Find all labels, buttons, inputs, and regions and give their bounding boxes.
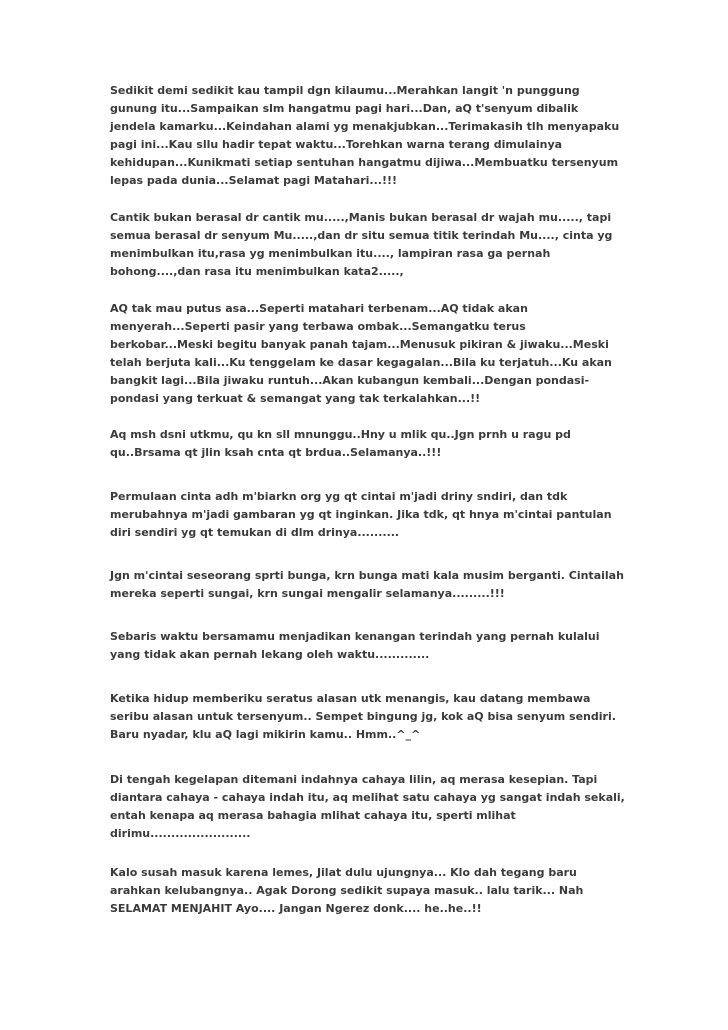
text-line: kehidupan...Kunikmati setiap sentuhan hangatmu dijiwa...Membuatku tersenyum <box>110 156 619 169</box>
text-line: menimbulkan itu,rasa yg menimbulkan itu...., lampiran rasa ga pernah <box>110 247 551 260</box>
paragraph-candlelight <box>110 771 630 843</box>
paragraph-sewing-joke <box>110 864 630 918</box>
text-line: seribu alasan untuk tersenyum.. Sempet bingung jg, kok aQ bisa senyum sendiri. <box>110 710 616 723</box>
text-line: Ketika hidup memberiku seratus alasan utk menangis, kau datang membawa <box>110 692 591 705</box>
text-line: Permulaan cinta adh m'biarkn org yg qt cintai m'jadi driny sndiri, dan tdk <box>110 490 568 503</box>
text-line: berkobar...Meski begitu banyak panah tajam...Menusuk pikiran & jiwaku...Meski <box>110 338 609 351</box>
text-line: semua berasal dr senyum Mu.....,dan dr situ semua titik terindah Mu...., cinta yg <box>110 229 613 242</box>
text-line: bangkit lagi...Bila jiwaku runtuh...Akan kubangun kembali...Dengan pondasi- <box>110 374 590 387</box>
text-line: gunung itu...Sampaikan slm hangatmu pagi hari...Dan, aQ t'senyum dibalik <box>110 102 579 115</box>
text-line: Aq msh dsni utkmu, qu kn sll mnunggu..Hny u mlik qu..Jgn prnh u ragu pd <box>110 428 571 441</box>
text-line: Kalo susah masuk karena lemes, Jilat dulu ujungnya... Klo dah tegang baru <box>110 866 577 879</box>
text-line: entah kenapa aq merasa bahagia mlihat cahaya itu, sperti mlihat <box>110 809 516 822</box>
text-line: yang tidak akan pernah lekang oleh waktu............. <box>110 648 430 661</box>
text-line: Jgn m'cintai seseorang sprti bunga, krn bunga mati kala musim berganti. Cintailah <box>110 569 624 582</box>
text-line: telah berjuta kali...Ku tenggelam ke dasar kegagalan...Bila ku terjatuh...Ku akan <box>110 356 612 369</box>
text-line: qu..Brsama qt jlin ksah cnta qt brdua..Selamanya..!!! <box>110 446 442 459</box>
paragraph-morning-sun <box>110 82 630 190</box>
text-line: diri sendiri yg qt temukan di dlm drinya.......... <box>110 526 400 539</box>
text-line: bohong....,dan rasa itu menimbulkan kata2....., <box>110 265 404 278</box>
text-line: Sebaris waktu bersamamu menjadikan kenangan terindah yang pernah kulalui <box>110 630 600 643</box>
text-line: dirimu........................ <box>110 827 251 840</box>
text-line: pondasi yang terkuat & semangat yang tak terkalahkan...!! <box>110 392 481 405</box>
paragraph-reasons-to-smile <box>110 690 630 744</box>
text-line: SELAMAT MENJAHIT Ayo.... Jangan Ngerez donk.... he..he..!! <box>110 902 482 915</box>
text-line: Cantik bukan berasal dr cantik mu.....,Manis bukan berasal dr wajah mu....., tapi <box>110 211 612 224</box>
paragraph-never-give-up <box>110 300 630 408</box>
text-line: arahkan kelubangnya.. Agak Dorong sedikit supaya masuk.. lalu tarik... Nah <box>110 884 584 897</box>
text-line: menyerah...Seperti pasir yang terbawa ombak...Semangatku terus <box>110 320 526 333</box>
paragraph-beauty <box>110 209 630 281</box>
paragraph-moment-together <box>110 628 630 664</box>
text-line: Di tengah kegelapan ditemani indahnya cahaya lilin, aq merasa kesepian. Tapi <box>110 773 598 786</box>
text-line: jendela kamarku...Keindahan alami yg menakjubkan...Terimakasih tlh menyapaku <box>110 120 620 133</box>
text-line: Sedikit demi sedikit kau tampil dgn kilaumu...Merahkan langit 'n punggung <box>110 84 580 97</box>
text-line: merubahnya m'jadi gambaran yg qt inginkan. Jika tdk, qt hnya m'cintai pantulan <box>110 508 612 521</box>
text-line: diantara cahaya - cahaya indah itu, aq melihat satu cahaya yg sangat indah sekali, <box>110 791 625 804</box>
paragraph-beginning-of-love <box>110 488 630 542</box>
text-line: Baru nyadar, klu aQ lagi mikirin kamu.. Hmm..^_^ <box>110 728 421 741</box>
text-line: AQ tak mau putus asa...Seperti matahari terbenam...AQ tidak akan <box>110 302 528 315</box>
paragraph-waiting <box>110 426 630 462</box>
text-line: lepas pada dunia...Selamat pagi Matahari...!!! <box>110 174 397 187</box>
text-line: mereka seperti sungai, krn sungai mengalir selamanya.........!!! <box>110 587 505 600</box>
text-line: pagi ini...Kau sllu hadir tepat waktu...Torehkan warna terang dimulainya <box>110 138 563 151</box>
paragraph-flower-river <box>110 567 630 603</box>
